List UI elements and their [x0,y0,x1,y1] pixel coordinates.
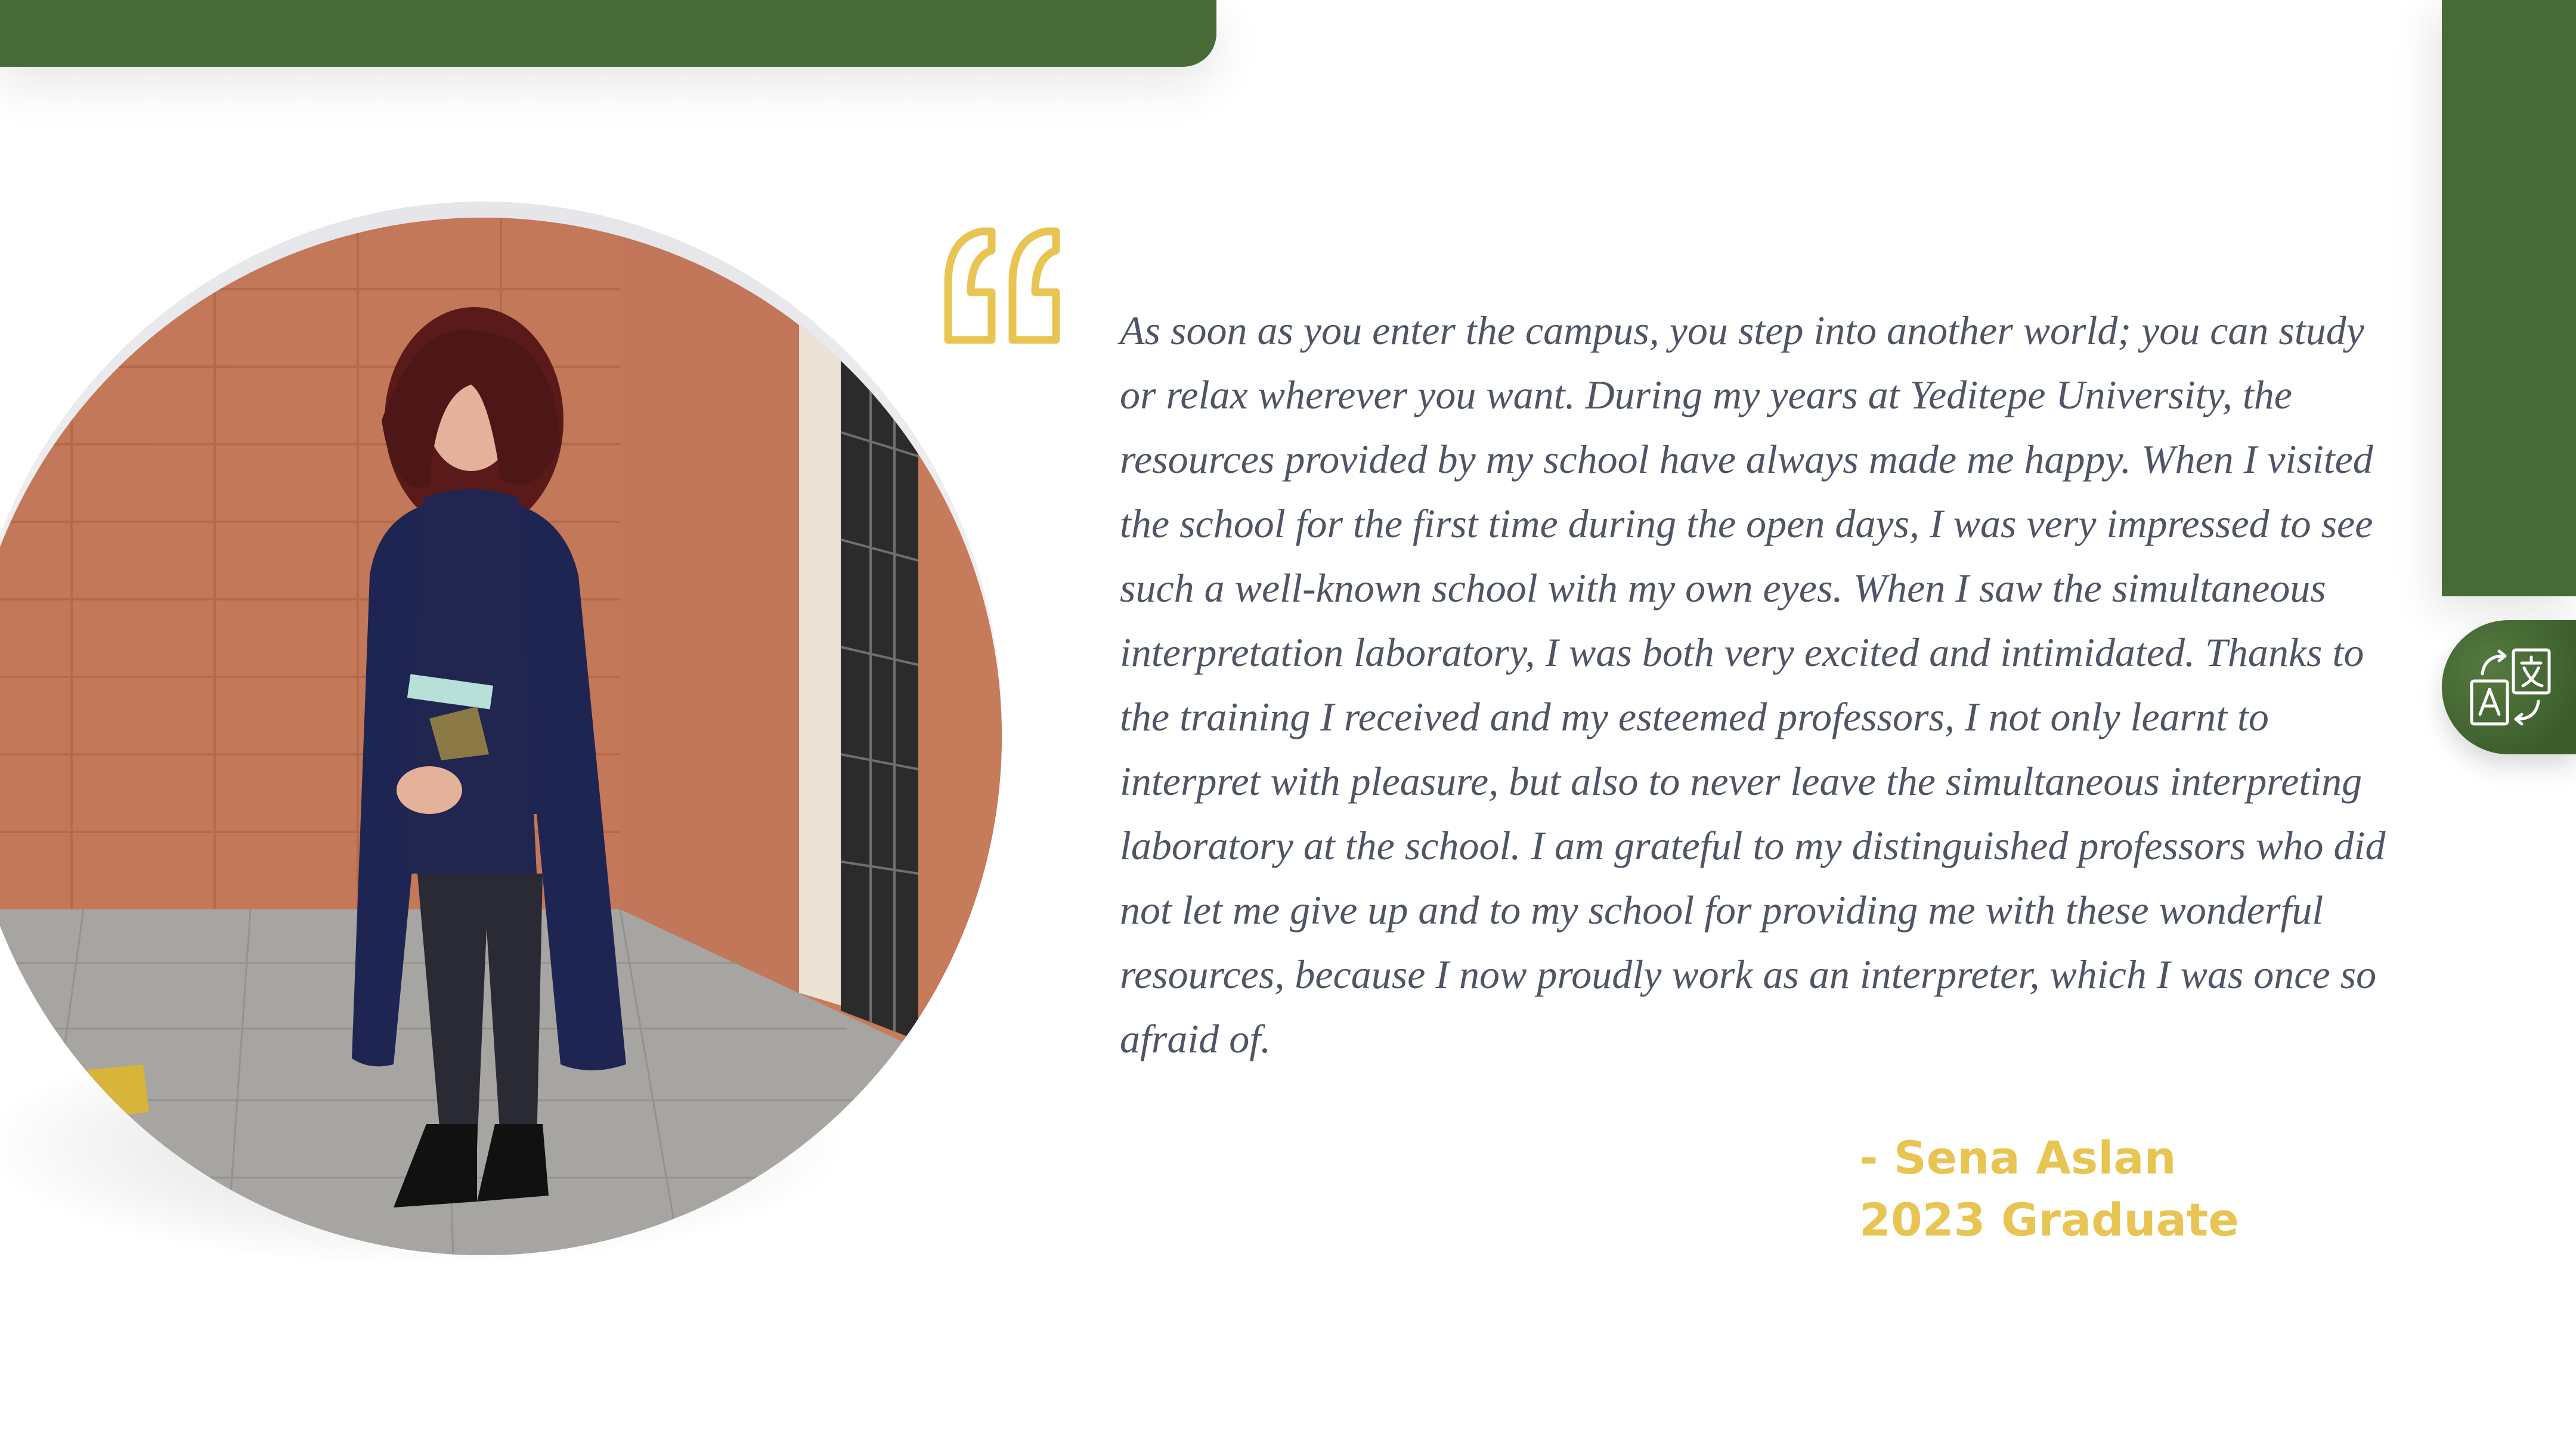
testimonial-quote: As soon as you enter the campus, you step into another world; you can study or relax wherever you want. During my years at Yeditepe University, the resources provided by my school have always made me happy. When I visited the school for the first time during the open days, I was very impressed to see such a well-known school with my own eyes. When I saw the simultaneous interpretation laboratory, I was both very excited and intimidated. Thanks to the training I received and my esteemed professors, I not only learnt to interpret with pleasure, but also to never leave the simultaneous interpreting laboratory at the school. I am grateful to my distinguished professors who did not let me give up and to my school for providing me with these wonderful resources, because I now proudly work as an interpreter, which I was once so afraid of. [1120,308,2386,1061]
translate-icon-badge[interactable] [2442,620,2576,754]
author-role: 2023 Graduate [1859,1193,2239,1246]
testimonial-attribution [1859,1127,2239,1251]
top-banner-bar [0,0,1216,67]
author-name: - Sena Aslan [1859,1131,2176,1184]
side-banner-bar [2442,0,2576,596]
quote-icon [941,227,1069,346]
translate-icon [2466,644,2555,733]
graduate-photo [0,218,1002,1255]
